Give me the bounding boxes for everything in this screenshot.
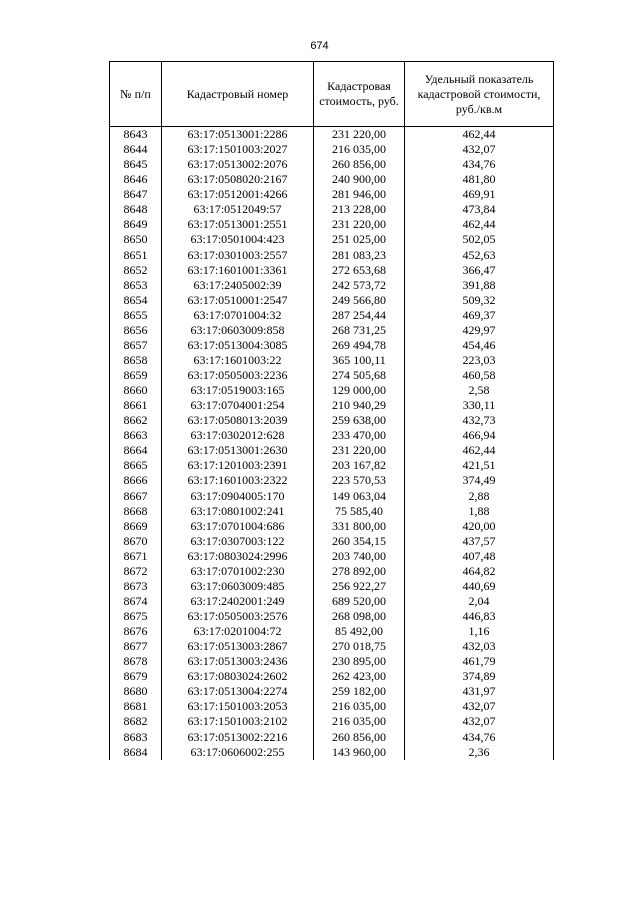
cell-cadastral-number: 63:17:0302012:628	[162, 428, 314, 443]
cell-specific-index: 434,76	[405, 730, 554, 745]
cell-cadastral-number: 63:17:1501003:2102	[162, 714, 314, 729]
cell-cadastral-value: 256 922,27	[314, 579, 405, 594]
cell-cadastral-value: 129 000,00	[314, 383, 405, 398]
cell-cadastral-value: 260 856,00	[314, 730, 405, 745]
table-row	[110, 549, 554, 564]
table-row	[110, 353, 554, 368]
cell-cadastral-number: 63:17:0201004:72	[162, 624, 314, 639]
cell-num: 8650	[110, 232, 162, 247]
cell-cadastral-value: 85 492,00	[314, 624, 405, 639]
table-row	[110, 639, 554, 654]
cell-cadastral-number: 63:17:0701002:230	[162, 564, 314, 579]
table-row	[110, 669, 554, 684]
cell-num: 8670	[110, 534, 162, 549]
table-row	[110, 172, 554, 187]
table-row	[110, 293, 554, 308]
cell-cadastral-number: 63:17:1501003:2053	[162, 699, 314, 714]
cell-specific-index: 2,58	[405, 383, 554, 398]
cell-num: 8648	[110, 202, 162, 217]
cell-specific-index: 462,44	[405, 217, 554, 232]
cell-cadastral-value: 203 740,00	[314, 549, 405, 564]
cell-cadastral-number: 63:17:0701004:32	[162, 308, 314, 323]
cell-cadastral-value: 231 220,00	[314, 443, 405, 458]
table-row	[110, 458, 554, 473]
cell-num: 8649	[110, 217, 162, 232]
cell-num: 8647	[110, 187, 162, 202]
cell-specific-index: 2,04	[405, 594, 554, 609]
cell-cadastral-number: 63:17:1501003:2027	[162, 142, 314, 157]
cell-cadastral-number: 63:17:0501004:423	[162, 232, 314, 247]
cell-cadastral-value: 269 494,78	[314, 338, 405, 353]
cell-cadastral-number: 63:17:1601001:3361	[162, 263, 314, 278]
cell-cadastral-number: 63:17:1601003:2322	[162, 473, 314, 488]
cell-cadastral-number: 63:17:0701004:686	[162, 519, 314, 534]
cell-specific-index: 330,11	[405, 398, 554, 413]
table-row	[110, 383, 554, 398]
cell-specific-index: 464,82	[405, 564, 554, 579]
cell-num: 8643	[110, 127, 162, 143]
cell-cadastral-number: 63:17:0505003:2576	[162, 609, 314, 624]
table-row	[110, 323, 554, 338]
cell-num: 8644	[110, 142, 162, 157]
table-row	[110, 489, 554, 504]
table-row	[110, 278, 554, 293]
cell-cadastral-value: 230 895,00	[314, 654, 405, 669]
cell-specific-index: 481,80	[405, 172, 554, 187]
cell-num: 8683	[110, 730, 162, 745]
table-row	[110, 730, 554, 745]
cell-cadastral-value: 240 900,00	[314, 172, 405, 187]
cell-cadastral-number: 63:17:2402001:249	[162, 594, 314, 609]
table-header-row	[110, 62, 554, 127]
cell-specific-index: 461,79	[405, 654, 554, 669]
cell-cadastral-value: 259 638,00	[314, 413, 405, 428]
cell-num: 8678	[110, 654, 162, 669]
cell-cadastral-value: 259 182,00	[314, 684, 405, 699]
cell-specific-index: 374,89	[405, 669, 554, 684]
cell-specific-index: 462,44	[405, 127, 554, 143]
cell-num: 8659	[110, 368, 162, 383]
table-row	[110, 609, 554, 624]
cell-cadastral-value: 223 570,53	[314, 473, 405, 488]
cell-cadastral-value: 287 254,44	[314, 308, 405, 323]
cell-cadastral-number: 63:17:0801002:241	[162, 504, 314, 519]
cell-specific-index: 431,97	[405, 684, 554, 699]
cell-num: 8652	[110, 263, 162, 278]
cell-specific-index: 460,58	[405, 368, 554, 383]
cell-cadastral-value: 216 035,00	[314, 714, 405, 729]
cell-specific-index: 366,47	[405, 263, 554, 278]
cell-specific-index: 420,00	[405, 519, 554, 534]
cell-specific-index: 2,36	[405, 745, 554, 760]
table-row	[110, 579, 554, 594]
cell-specific-index: 440,69	[405, 579, 554, 594]
cell-cadastral-value: 203 167,82	[314, 458, 405, 473]
cell-cadastral-value: 331 800,00	[314, 519, 405, 534]
table-row	[110, 368, 554, 383]
cell-cadastral-value: 149 063,04	[314, 489, 405, 504]
cell-specific-index: 437,57	[405, 534, 554, 549]
cell-cadastral-number: 63:17:0519003:165	[162, 383, 314, 398]
cell-cadastral-number: 63:17:0301003:2557	[162, 248, 314, 263]
cell-num: 8668	[110, 504, 162, 519]
cell-specific-index: 466,94	[405, 428, 554, 443]
cell-cadastral-value: 281 946,00	[314, 187, 405, 202]
table-row	[110, 187, 554, 202]
cell-cadastral-value: 268 098,00	[314, 609, 405, 624]
cell-specific-index: 429,97	[405, 323, 554, 338]
cell-cadastral-value: 249 566,80	[314, 293, 405, 308]
table-row	[110, 248, 554, 263]
cell-specific-index: 2,88	[405, 489, 554, 504]
cell-cadastral-number: 63:17:0603009:485	[162, 579, 314, 594]
cell-specific-index: 432,07	[405, 714, 554, 729]
cell-cadastral-number: 63:17:0904005:170	[162, 489, 314, 504]
cell-specific-index: 502,05	[405, 232, 554, 247]
cell-specific-index: 452,63	[405, 248, 554, 263]
cell-cadastral-value: 143 960,00	[314, 745, 405, 760]
cell-cadastral-number: 63:17:0508020:2167	[162, 172, 314, 187]
cell-specific-index: 432,07	[405, 142, 554, 157]
cell-specific-index: 1,16	[405, 624, 554, 639]
cell-num: 8654	[110, 293, 162, 308]
cell-cadastral-number: 63:17:0513001:2551	[162, 217, 314, 232]
table-row	[110, 308, 554, 323]
table-body	[110, 127, 554, 760]
cell-num: 8671	[110, 549, 162, 564]
table-row	[110, 127, 554, 143]
cell-num: 8655	[110, 308, 162, 323]
cell-num: 8662	[110, 413, 162, 428]
cell-specific-index: 421,51	[405, 458, 554, 473]
cell-specific-index: 407,48	[405, 549, 554, 564]
cell-num: 8661	[110, 398, 162, 413]
header-cadastral-number: Кадастровый номер	[162, 62, 314, 127]
table-row	[110, 564, 554, 579]
cell-specific-index: 446,83	[405, 609, 554, 624]
cell-specific-index: 509,32	[405, 293, 554, 308]
cell-cadastral-value: 260 856,00	[314, 157, 405, 172]
cell-cadastral-number: 63:17:0513001:2630	[162, 443, 314, 458]
table-row	[110, 654, 554, 669]
cell-cadastral-number: 63:17:1201003:2391	[162, 458, 314, 473]
table-row	[110, 428, 554, 443]
cell-cadastral-value: 210 940,29	[314, 398, 405, 413]
table-row	[110, 745, 554, 760]
cell-num: 8645	[110, 157, 162, 172]
cell-cadastral-value: 213 228,00	[314, 202, 405, 217]
cell-cadastral-number: 63:17:0803024:2602	[162, 669, 314, 684]
cell-num: 8660	[110, 383, 162, 398]
table-row	[110, 519, 554, 534]
cell-cadastral-value: 216 035,00	[314, 699, 405, 714]
cell-num: 8682	[110, 714, 162, 729]
cell-specific-index: 454,46	[405, 338, 554, 353]
cell-num: 8679	[110, 669, 162, 684]
cell-cadastral-value: 75 585,40	[314, 504, 405, 519]
cell-specific-index: 469,37	[405, 308, 554, 323]
table-row	[110, 217, 554, 232]
table-row	[110, 594, 554, 609]
cell-cadastral-number: 63:17:1601003:22	[162, 353, 314, 368]
cell-num: 8676	[110, 624, 162, 639]
table-row	[110, 202, 554, 217]
cell-specific-index: 432,73	[405, 413, 554, 428]
cell-cadastral-number: 63:17:0508013:2039	[162, 413, 314, 428]
cell-cadastral-number: 63:17:0307003:122	[162, 534, 314, 549]
table-row	[110, 699, 554, 714]
cell-cadastral-value: 274 505,68	[314, 368, 405, 383]
cell-cadastral-value: 242 573,72	[314, 278, 405, 293]
cell-cadastral-value: 272 653,68	[314, 263, 405, 278]
table-row	[110, 473, 554, 488]
cell-cadastral-value: 231 220,00	[314, 217, 405, 232]
cell-cadastral-number: 63:17:2405002:39	[162, 278, 314, 293]
header-cadastral-value: Кадастровая стоимость, руб.	[314, 62, 405, 127]
cell-specific-index: 432,07	[405, 699, 554, 714]
cadastral-table	[109, 61, 554, 760]
cell-num: 8646	[110, 172, 162, 187]
cell-specific-index: 432,03	[405, 639, 554, 654]
cell-cadastral-value: 231 220,00	[314, 127, 405, 143]
cell-specific-index: 462,44	[405, 443, 554, 458]
cell-specific-index: 434,76	[405, 157, 554, 172]
table-row	[110, 338, 554, 353]
cell-cadastral-value: 260 354,15	[314, 534, 405, 549]
cell-cadastral-number: 63:17:0704001:254	[162, 398, 314, 413]
cell-cadastral-number: 63:17:0513002:2076	[162, 157, 314, 172]
cell-cadastral-number: 63:17:0513004:2274	[162, 684, 314, 699]
cell-cadastral-number: 63:17:0513003:2436	[162, 654, 314, 669]
cell-cadastral-number: 63:17:0603009:858	[162, 323, 314, 338]
table-row	[110, 263, 554, 278]
table-row	[110, 413, 554, 428]
cell-cadastral-number: 63:17:0512049:57	[162, 202, 314, 217]
cell-cadastral-value: 365 100,11	[314, 353, 405, 368]
table-row	[110, 504, 554, 519]
cell-num: 8657	[110, 338, 162, 353]
cell-cadastral-value: 270 018,75	[314, 639, 405, 654]
cell-specific-index: 374,49	[405, 473, 554, 488]
table-row	[110, 232, 554, 247]
cell-cadastral-number: 63:17:0505003:2236	[162, 368, 314, 383]
cell-cadastral-number: 63:17:0513001:2286	[162, 127, 314, 143]
table-row	[110, 714, 554, 729]
cell-cadastral-value: 278 892,00	[314, 564, 405, 579]
cell-cadastral-value: 281 083,23	[314, 248, 405, 263]
cell-num: 8664	[110, 443, 162, 458]
cell-num: 8681	[110, 699, 162, 714]
cell-num: 8669	[110, 519, 162, 534]
cell-num: 8658	[110, 353, 162, 368]
cell-specific-index: 1,88	[405, 504, 554, 519]
page-number: 674	[310, 40, 329, 52]
cell-cadastral-value: 216 035,00	[314, 142, 405, 157]
cell-num: 8677	[110, 639, 162, 654]
cell-cadastral-number: 63:17:0510001:2547	[162, 293, 314, 308]
cell-cadastral-value: 251 025,00	[314, 232, 405, 247]
cell-num: 8680	[110, 684, 162, 699]
table-row	[110, 157, 554, 172]
cell-num: 8673	[110, 579, 162, 594]
cell-cadastral-number: 63:17:0513002:2216	[162, 730, 314, 745]
cell-cadastral-number: 63:17:0513003:2867	[162, 639, 314, 654]
table-row	[110, 142, 554, 157]
table-row	[110, 624, 554, 639]
header-num: № п/п	[110, 62, 162, 127]
cell-num: 8675	[110, 609, 162, 624]
cell-cadastral-value: 268 731,25	[314, 323, 405, 338]
table-row	[110, 684, 554, 699]
cell-cadastral-number: 63:17:0513004:3085	[162, 338, 314, 353]
table-row	[110, 534, 554, 549]
cell-num: 8667	[110, 489, 162, 504]
cell-num: 8666	[110, 473, 162, 488]
cell-num: 8653	[110, 278, 162, 293]
table-row	[110, 398, 554, 413]
cell-num: 8672	[110, 564, 162, 579]
cell-cadastral-number: 63:17:0606002:255	[162, 745, 314, 760]
cell-num: 8684	[110, 745, 162, 760]
cell-num: 8665	[110, 458, 162, 473]
cell-specific-index: 391,88	[405, 278, 554, 293]
cell-cadastral-number: 63:17:0803024:2996	[162, 549, 314, 564]
cell-specific-index: 469,91	[405, 187, 554, 202]
table-row	[110, 443, 554, 458]
cell-specific-index: 223,03	[405, 353, 554, 368]
cell-num: 8674	[110, 594, 162, 609]
cell-num: 8656	[110, 323, 162, 338]
cell-specific-index: 473,84	[405, 202, 554, 217]
cell-cadastral-value: 689 520,00	[314, 594, 405, 609]
cell-num: 8663	[110, 428, 162, 443]
cell-cadastral-value: 262 423,00	[314, 669, 405, 684]
header-specific-index: Удельный показатель кадастровой стоимости, руб./кв.м	[405, 62, 554, 127]
cell-num: 8651	[110, 248, 162, 263]
cell-cadastral-number: 63:17:0512001:4266	[162, 187, 314, 202]
cell-cadastral-value: 233 470,00	[314, 428, 405, 443]
